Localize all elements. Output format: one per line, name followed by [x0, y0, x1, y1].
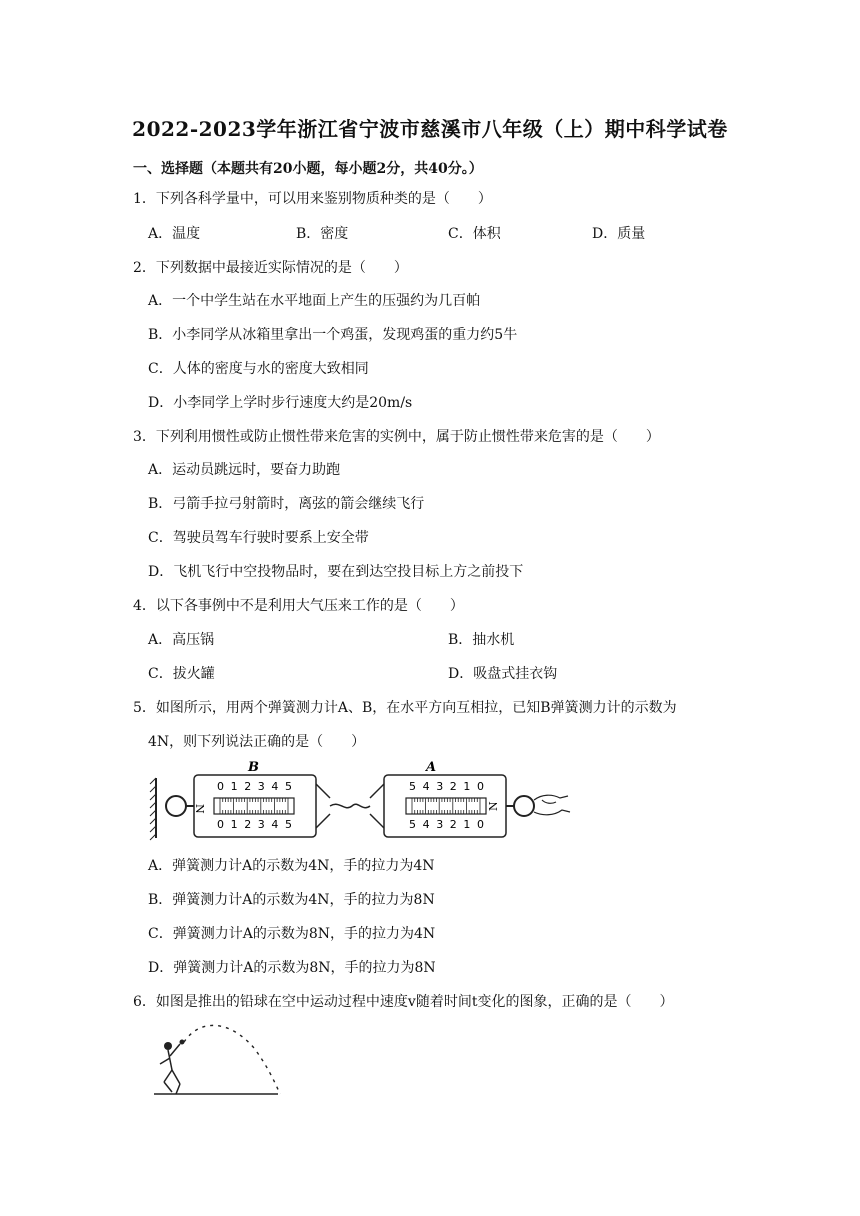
shot-put-figure: [150, 1024, 300, 1098]
question-5-stem-line2: 4N，则下列说法正确的是（ ）: [148, 734, 366, 750]
question-6-stem: 6．如图是推出的铅球在空中运动过程中速度v随着时间t变化的图象，正确的是（ ）: [133, 994, 674, 1010]
q4-option-d: D．吸盘式挂衣钩: [448, 666, 558, 682]
q5-option-b: B．弹簧测力计A的示数为4N，手的拉力为8N: [148, 892, 435, 908]
q1-option-b: B．密度: [296, 226, 349, 242]
scale-a-number: 4: [422, 780, 430, 793]
scale-a-number: 0: [477, 818, 484, 831]
question-4-stem: 4．以下各事例中不是利用大气压来工作的是（ ）: [133, 598, 464, 614]
q1-option-d: D．质量: [592, 226, 646, 242]
question-1-stem: 1．下列各科学量中，可以用来鉴别物质种类的是（ ）: [133, 191, 492, 207]
q3-option-d: D．飞机飞行中空投物品时，要在到达空投目标上方之前投下: [148, 564, 524, 580]
q2-option-b: B．小李同学从冰箱里拿出一个鸡蛋，发现鸡蛋的重力约5牛: [148, 327, 518, 343]
hand-icon: [534, 795, 570, 815]
q2-option-a: A．一个中学生站在水平地面上产生的压强约为几百帕: [148, 293, 481, 309]
q1-option-a: A．温度: [148, 226, 201, 242]
athlete-icon: [160, 1040, 185, 1095]
scale-b-number: 2: [244, 780, 252, 793]
scale-a-number: 5: [409, 818, 416, 831]
scale-a-number: 4: [422, 818, 430, 831]
exam-title: 2022-2023学年浙江省宁波市慈溪市八年级（上）期中科学试卷: [132, 117, 728, 141]
scale-b-number: 1: [230, 818, 238, 831]
scale-b-unit: N: [193, 804, 206, 814]
q5-option-c: C．弹簧测力计A的示数为8N，手的拉力为4N: [148, 926, 436, 942]
scale-a-number: 0: [477, 780, 484, 793]
scale-a-number: 3: [436, 818, 444, 831]
q5-option-a: A．弹簧测力计A的示数为4N，手的拉力为4N: [148, 858, 435, 874]
scale-a-label: A: [426, 760, 437, 775]
q1-option-c: C．体积: [448, 226, 501, 242]
scale-a-number: 1: [463, 780, 471, 793]
q4-option-b: B．抽水机: [448, 632, 515, 648]
question-3-stem: 3．下列利用惯性或防止惯性带来危害的实例中，属于防止惯性带来危害的是（ ）: [133, 429, 660, 445]
scale-b-number: 3: [257, 780, 265, 793]
scale-b-number: 2: [244, 818, 252, 831]
scale-b-number: 1: [230, 780, 238, 793]
scale-b-number: 5: [285, 780, 292, 793]
scale-b-number: 3: [257, 818, 265, 831]
scale-b-number: 4: [271, 780, 279, 793]
q3-option-b: B．弓箭手拉弓射箭时，离弦的箭会继续飞行: [148, 496, 425, 512]
scale-a-unit: N: [487, 801, 500, 811]
scale-b-number: 0: [217, 818, 224, 831]
section-heading: 一、选择题（本题共有20小题，每小题2分，共40分。）: [133, 161, 483, 177]
q2-option-d: D．小李同学上学时步行速度大约是20m/s: [148, 395, 413, 411]
scale-b-number: 5: [285, 818, 292, 831]
scale-a-number: 2: [449, 780, 457, 793]
q2-option-c: C．人体的密度与水的密度大致相同: [148, 361, 369, 377]
scale-a-number: 1: [463, 818, 471, 831]
q3-option-a: A．运动员跳远时，要奋力助跑: [148, 462, 341, 478]
q5-option-d: D．弹簧测力计A的示数为8N，手的拉力为8N: [148, 960, 436, 976]
scale-a-number: 5: [409, 780, 416, 793]
q4-option-c: C．拔火罐: [148, 666, 215, 682]
scale-a-number: 2: [449, 818, 457, 831]
question-2-stem: 2．下列数据中最接近实际情况的是（ ）: [133, 260, 408, 276]
scale-a-number: 3: [436, 780, 444, 793]
scale-b-label: B: [248, 760, 259, 775]
q4-option-a: A．高压锅: [148, 632, 215, 648]
scale-b-number: 0: [217, 780, 224, 793]
spring-scales-figure: [150, 760, 570, 840]
question-5-stem-line1: 5．如图所示，用两个弹簧测力计A、B，在水平方向互相拉，已知B弹簧测力计的示数为: [133, 700, 677, 716]
scale-b-number: 4: [271, 818, 279, 831]
q3-option-c: C．驾驶员驾车行驶时要系上安全带: [148, 530, 369, 546]
